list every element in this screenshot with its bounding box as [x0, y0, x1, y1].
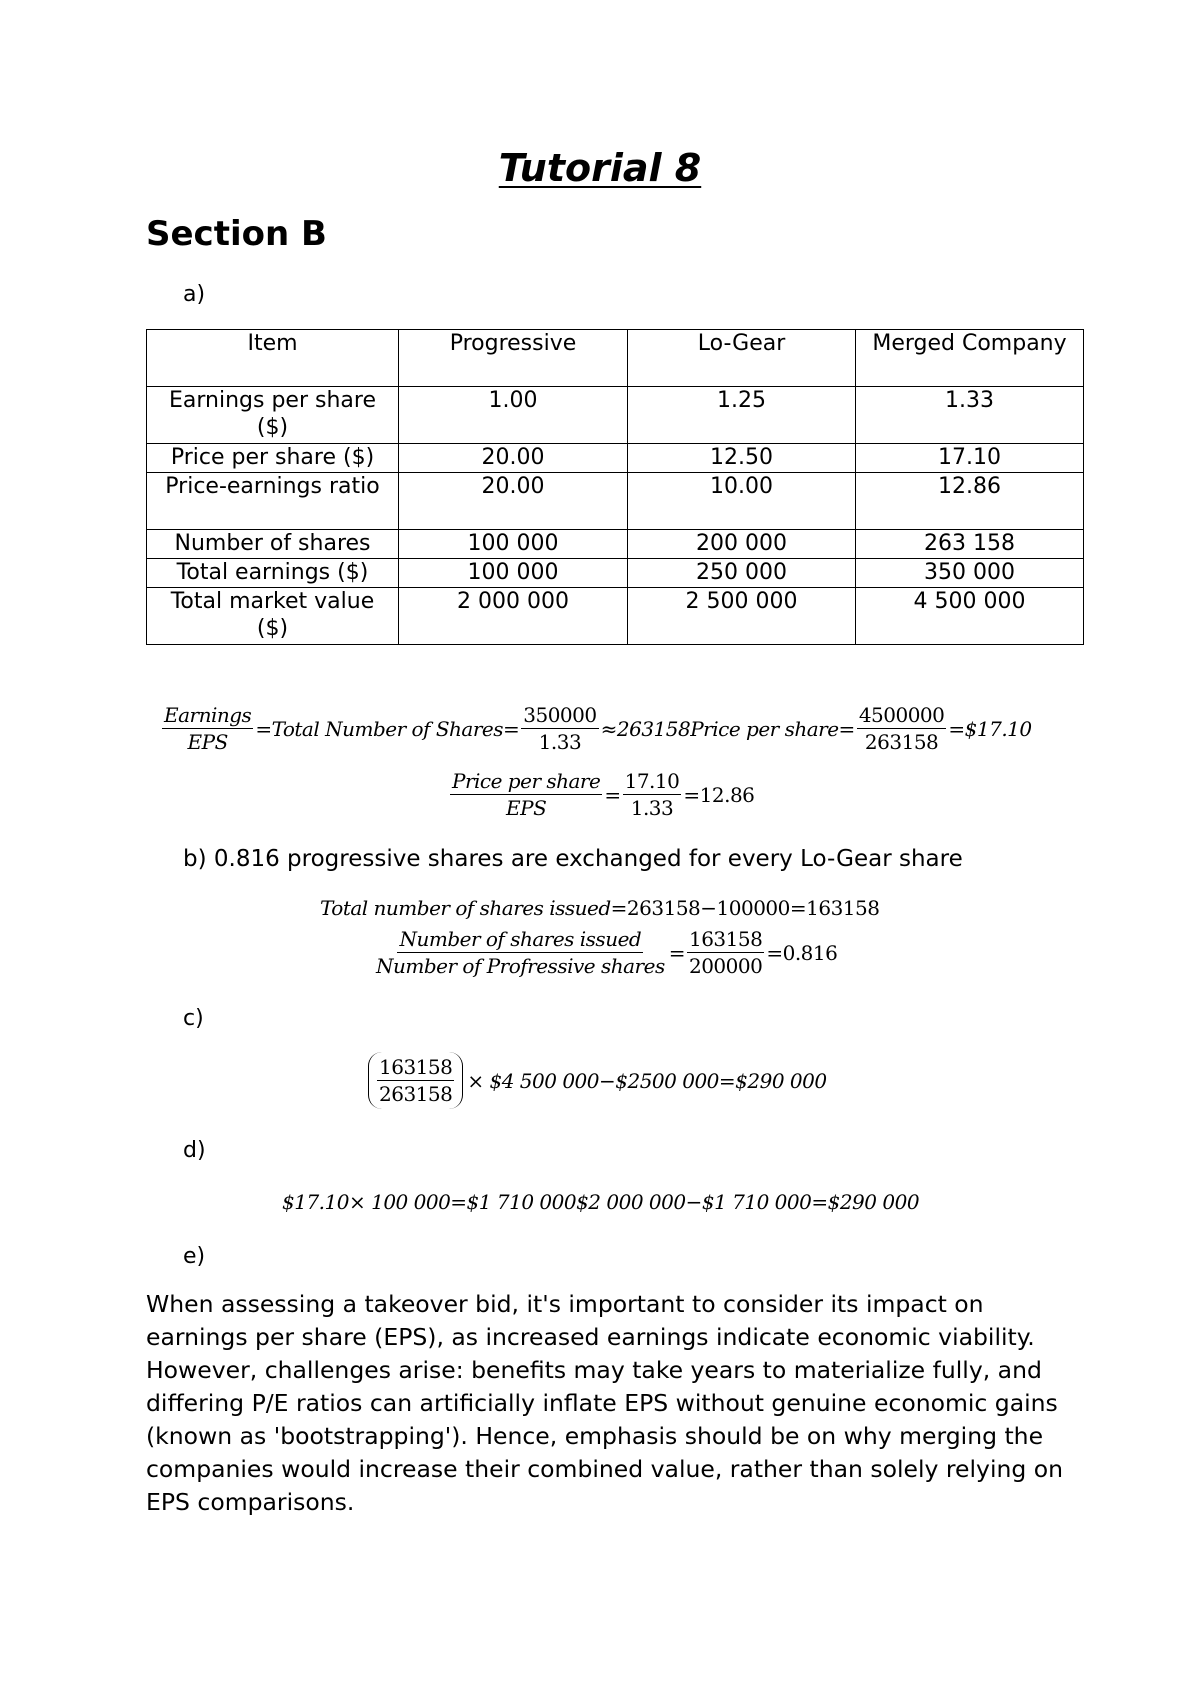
- equation-text: =Total Number of Shares=: [255, 716, 520, 741]
- denominator: Number of Profressive shares: [376, 954, 665, 978]
- numerator: 17.10: [624, 769, 680, 793]
- table-cell: Number of shares: [147, 530, 399, 559]
- equation-text: × $4 500 000−$2500 000=$290 000: [467, 1068, 827, 1093]
- numerator: 350000: [523, 703, 597, 727]
- equation-text: =263158−100000=163158: [610, 896, 880, 920]
- table-cell: Total market value ($): [147, 588, 399, 645]
- numerator: 163158: [379, 1055, 453, 1079]
- parenthesis: [368, 1052, 463, 1109]
- table-row: [147, 444, 1084, 473]
- table-header-cell: Item: [147, 330, 399, 387]
- equation-shares-issued: [320, 896, 879, 920]
- fraction: [374, 926, 667, 979]
- part-e-paragraph: When assessing a takeover bid, it's important to consider its impact on earnings per share (EPS), as increased earnings indicate economic viability. However, challenges arise: benefits may take years to materialize fully, and differing P/E ratios can artificially inflate EPS without genuine economic gains (known as 'bootstrapping'). Hence, emphasis should be on why merging the companies would increase their combined value, rather than solely relying on EPS comparisons.: [146, 1290, 1064, 1516]
- table-cell: 2 500 000: [628, 588, 856, 645]
- denominator: 1.33: [630, 796, 674, 820]
- numerator: Number of shares issued: [399, 927, 642, 951]
- numerator: 163158: [688, 927, 763, 951]
- equation-text: =: [668, 940, 685, 965]
- table-cell: 100 000: [399, 559, 628, 588]
- numerator: Earnings: [164, 703, 252, 727]
- fraction: [162, 702, 253, 755]
- denominator: EPS: [187, 730, 228, 754]
- part-b-statement: b) 0.816 progressive shares are exchanged for every Lo-Gear share: [183, 846, 963, 872]
- table-cell: 250 000: [628, 559, 856, 588]
- table-header-cell: Merged Company: [856, 330, 1084, 387]
- table-cell: 12.86: [856, 473, 1084, 530]
- table-cell: 200 000: [628, 530, 856, 559]
- table-cell: 2 000 000: [399, 588, 628, 645]
- table-cell: 10.00: [628, 473, 856, 530]
- table-cell: 20.00: [399, 473, 628, 530]
- table-cell: 1.33: [856, 387, 1084, 444]
- table-cell: Price-earnings ratio: [147, 473, 399, 530]
- denominator: 1.33: [538, 730, 582, 754]
- equation-text: Total number of shares issued: [320, 896, 611, 920]
- fraction: [450, 768, 602, 821]
- part-e-label: e): [183, 1244, 206, 1269]
- fraction: [857, 702, 947, 755]
- table-header-cell: Progressive: [399, 330, 628, 387]
- equation-text: =0.816: [766, 940, 838, 965]
- equation-premium: [368, 1052, 827, 1109]
- denominator: EPS: [506, 796, 547, 820]
- table-cell: 17.10: [856, 444, 1084, 473]
- numerator: 4500000: [858, 703, 945, 727]
- equation-text: =12.86: [683, 782, 755, 807]
- table-row: [147, 559, 1084, 588]
- table-row: [147, 588, 1084, 645]
- fraction: [623, 768, 682, 821]
- table-cell: 12.50: [628, 444, 856, 473]
- numerator: Price per share: [452, 769, 601, 793]
- table-cell: 100 000: [399, 530, 628, 559]
- table-cell: 263 158: [856, 530, 1084, 559]
- part-d-label: d): [183, 1138, 206, 1163]
- denominator: 200000: [688, 954, 763, 978]
- table-header-cell: Lo-Gear: [628, 330, 856, 387]
- table-cell: 1.25: [628, 387, 856, 444]
- page-title: Tutorial 8: [498, 146, 702, 190]
- comparison-table: [146, 329, 1084, 645]
- denominator: 263158: [379, 1082, 453, 1106]
- part-c-label: c): [183, 1006, 204, 1031]
- fraction: [687, 926, 764, 979]
- table-cell: 1.00: [399, 387, 628, 444]
- equation-exchange-ratio: [372, 926, 837, 979]
- table-cell: 4 500 000: [856, 588, 1084, 645]
- equation-shares-and-price: [160, 702, 1032, 755]
- table-row: [147, 530, 1084, 559]
- table-cell: Total earnings ($): [147, 559, 399, 588]
- equation-text: ≈263158Price per share=: [600, 716, 855, 741]
- table-row: [147, 473, 1084, 530]
- equation-text: =$17.10: [948, 716, 1032, 741]
- equation-cash-offer: [282, 1190, 919, 1214]
- equation-text: =: [604, 782, 621, 807]
- table-cell: Price per share ($): [147, 444, 399, 473]
- table-header-row: [147, 330, 1084, 387]
- equation-pe-ratio: [448, 768, 754, 821]
- fraction: [521, 702, 598, 755]
- equation-text: $17.10× 100 000=$1 710 000$2 000 000−$1 710 000=$290 000: [282, 1190, 920, 1214]
- table-cell: 350 000: [856, 559, 1084, 588]
- table-row: [147, 387, 1084, 444]
- fraction: [377, 1054, 454, 1107]
- denominator: 263158: [864, 730, 939, 754]
- table-cell: 20.00: [399, 444, 628, 473]
- part-a-label: a): [183, 282, 206, 307]
- section-heading: Section B: [146, 214, 327, 254]
- table-cell: Earnings per share ($): [147, 387, 399, 444]
